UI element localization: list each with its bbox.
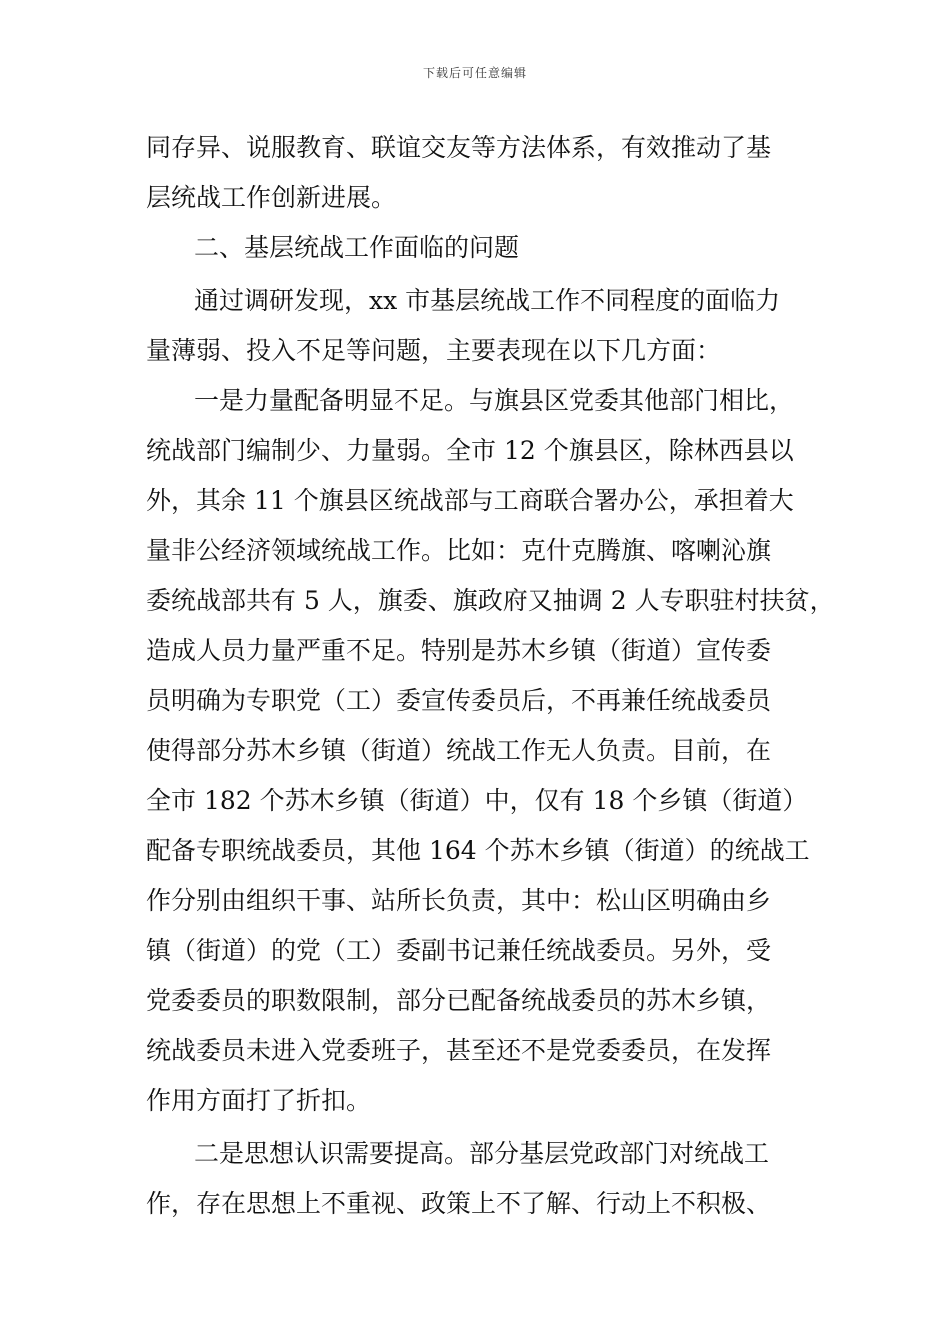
text-line: 作，存在思想上不重视、政策上不了解、行动上不积极、	[146, 1189, 772, 1218]
text-line: 同存异、说服教育、联谊交友等方法体系，有效推动了基	[146, 133, 772, 162]
text-line: 通过调研发现，xx 市基层统战工作不同程度的面临力	[194, 286, 781, 315]
text-line: 使得部分苏木乡镇（街道）统战工作无人负责。目前，在	[146, 736, 772, 765]
text-line: 造成人员力量严重不足。特别是苏木乡镇（街道）宣传委	[146, 636, 772, 665]
text-line: 作分别由组织干事、站所长负责，其中：松山区明确由乡	[146, 886, 772, 915]
section-heading: 二、基层统战工作面临的问题	[194, 233, 520, 262]
text-line: 量薄弱、投入不足等问题，主要表现在以下几方面：	[146, 336, 722, 365]
text-line: 层统战工作创新进展。	[146, 183, 397, 212]
text-line: 作用方面打了折扣。	[146, 1086, 372, 1115]
text-line: 员明确为专职党（工）委宣传委员后，不再兼任统战委员	[146, 686, 772, 715]
text-line: 外，其余 11 个旗县区统战部与工商联合署办公，承担着大	[146, 486, 794, 515]
text-line: 统战部门编制少、力量弱。全市 12 个旗县区，除林西县以	[146, 436, 794, 465]
text-line: 委统战部共有 5 人，旗委、旗政府又抽调 2 人专职驻村扶贫，	[146, 586, 835, 615]
text-line: 统战委员未进入党委班子，甚至还不是党委委员，在发挥	[146, 1036, 772, 1065]
text-line: 二是思想认识需要提高。部分基层党政部门对统战工	[194, 1139, 770, 1168]
text-line: 全市 182 个苏木乡镇（街道）中，仅有 18 个乡镇（街道）	[146, 786, 808, 815]
text-line: 一是力量配备明显不足。与旗县区党委其他部门相比，	[194, 386, 795, 415]
page-header: 下载后可任意编辑	[422, 66, 527, 80]
text-line: 量非公经济领域统战工作。比如：克什克腾旗、喀喇沁旗	[146, 536, 772, 565]
text-line: 配备专职统战委员，其他 164 个苏木乡镇（街道）的统战工	[146, 836, 810, 865]
text-line: 党委委员的职数限制，部分已配备统战委员的苏木乡镇，	[146, 986, 772, 1015]
text-line: 镇（街道）的党（工）委副书记兼任统战委员。另外，受	[146, 936, 772, 965]
